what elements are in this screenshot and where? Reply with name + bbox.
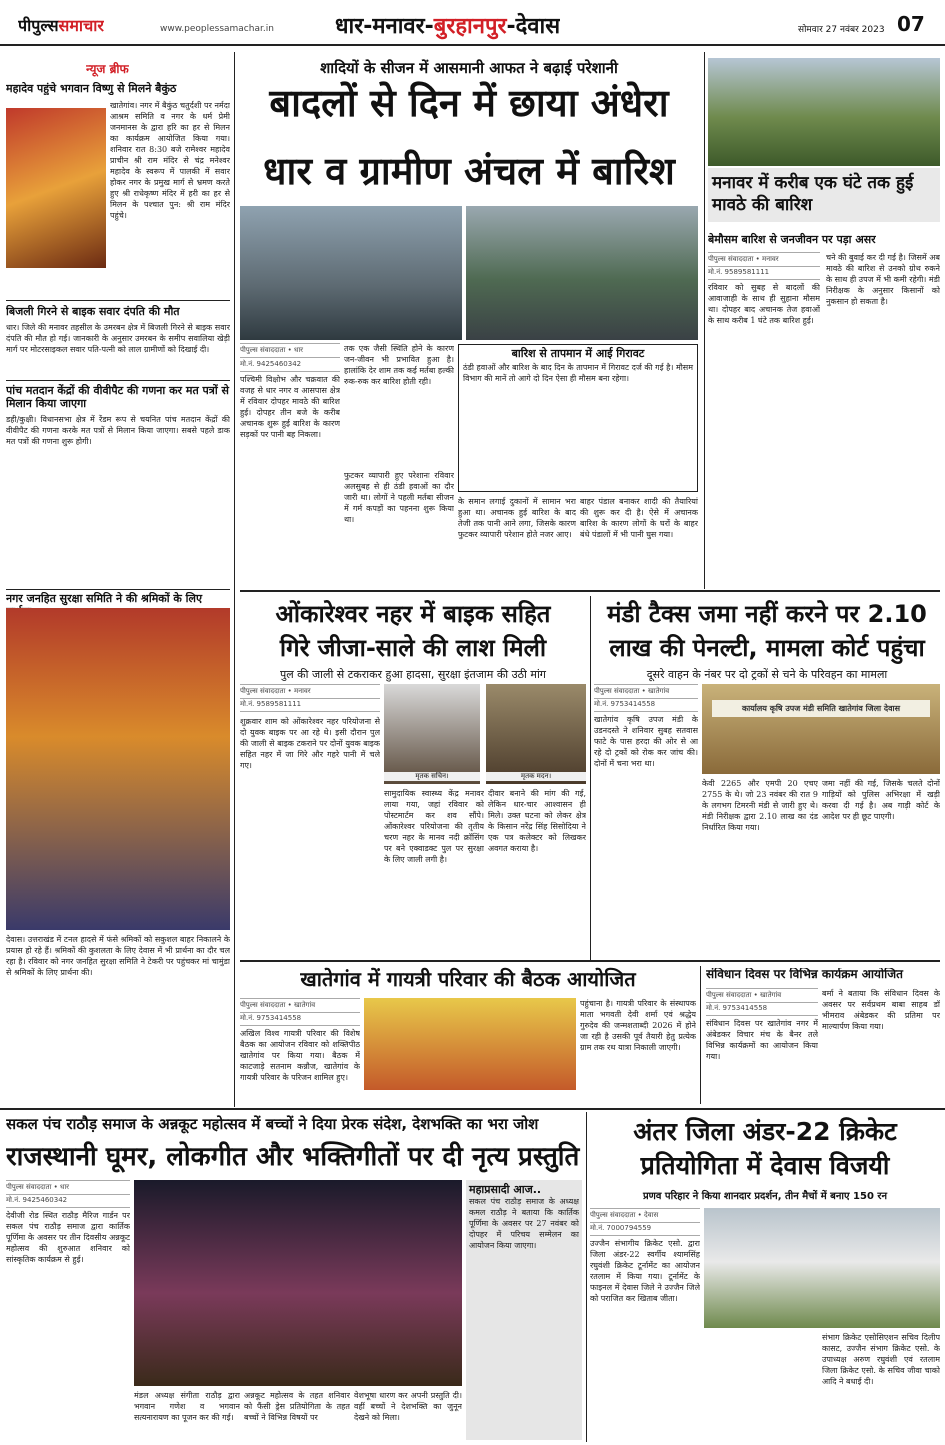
gayatri-body-a: अखिल विश्व गायत्री परिवार की विशेष बैठक का आयोजन रविवार को शक्तिपीठ खातेगांव पर किया गया। बैठक में काटजाडे़ सतनाम कन्नौज, खातेगांव के गायत्री परिवार के परिजन शामिल हुए।: [240, 1029, 360, 1082]
gayatri-headline: खातेगांव में गायत्री परिवार की बैठक आयोजित: [300, 967, 636, 991]
lead-body-e: बाहर पंडाल बनाकर शादी की तैयारियां की शुरू कर दी है। ऐसे में अचानक बारिश के कारण लोगों के घरों के बाहर बंधे पंडालों में भी पानी घुस गया।: [580, 497, 698, 539]
rainy-square-photo: [240, 206, 462, 340]
cricket-byline: पीपुल्स संवाददाता • देवास: [590, 1208, 700, 1223]
constitution-body-b: बर्मा ने बताया कि संविधान दिवस के अवसर पर सर्वप्रथम बाबा साहब डॉ भीमराव अंबेडकर की प्रतिमा पर माल्यार्पण किया गया।: [822, 989, 940, 1031]
lead-kicker: शादियों के सीजन में आसमानी आफत ने बढ़ाई परेशानी: [320, 59, 618, 77]
rathore-headline: राजस्थानी घूमर, लोकगीत और भक्तिगीतों पर दी नृत्य प्रस्तुति: [6, 1142, 580, 1172]
mandi-headline-2: लाख की पेनल्टी, मामला कोर्ट पहुंचा: [609, 634, 925, 662]
lead-body-c: फुटकर व्यापारी हुए परेशानः रविवार अलसुबह से ही ठंडी हवाओं का दौर जारी था। लोगों ने पहली मर्तबा सीजन में गर्म कपड़ों का पहनना शुरू किया था।: [344, 471, 454, 524]
divider: [6, 380, 230, 381]
rainy-road-photo: [466, 206, 698, 340]
victim-caption-1: मृतक सचिन।: [384, 772, 480, 781]
temperature-box: [458, 344, 698, 492]
cricket-mobile: मो.नं. 7000794559: [590, 1222, 700, 1236]
mahaprasadi-box: [466, 1180, 582, 1440]
right-top-headline: मनावर में करीब एक घंटे तक हुई मावठे की बारिश: [708, 168, 940, 222]
cricket-body-b: संभाग क्रिकेट एसोसिएशन सचिव दिलीप कासट, उज्जैन संभाग क्रिकेट एसो. के उपाध्यक्ष अरुण रघुवंशी एवं रतलाम जिला क्रिकेट एसो. के सचिव जीवा चाको आदि ने बधाई दी।: [822, 1333, 940, 1386]
right-top-mobile: मो.नं. 9589581111: [708, 266, 820, 280]
omkar-mobile: मो.नं. 9589581111: [240, 698, 380, 712]
brief-body-3: डही/कुक्षी। विधानसभा क्षेत्र में रेंडम रूप से चयनित पांच मतदान केंद्रों की वीवीपैट की गणना करके मत पत्रों से मिलान किया जाएगा। सबसे पहले डाक मत पत्रों की गणना शुरू होगी।: [6, 415, 230, 446]
mandi-office-photo: [702, 684, 940, 774]
constitution-mobile: मो.नं. 9753414558: [706, 1002, 818, 1016]
mahaprasadi-title: महाप्रसादी आज..: [469, 1183, 542, 1196]
lead-mobile: मो.नं. 9425460342: [240, 358, 340, 372]
lead-byline: पीपुल्स संवाददाता • धार: [240, 343, 340, 358]
mandi-body-b: केवी 2265 और एमपी 20 एचए 2755 के थे। जो 23 नवंबर की रात 9 के लगभग टिमरनी मंडी से जारी हुए थे। मंडी निरीक्षक द्वारा 2.10 लाख का दंड निर्धारित किया गया।: [702, 779, 818, 832]
divider: [6, 589, 230, 590]
victim-photo-1: [384, 684, 480, 784]
mahaprasadi-body: सकल पंच राठौड़ समाज के अध्यक्ष कमल राठौड़ ने बताया कि कार्तिक पूर्णिमा के अवसर पर 27 नवंबर को दोपहर में परिचय सम्मेलन का आयोजन किया जाएगा।: [469, 1197, 579, 1250]
lead-body-b: तक एक जैसी स्थिति होने के कारण जन-जीवन भी प्रभावित हुआ है। हालांकि देर शाम तक कई मर्तबा हल्की रुक-रुक कर बारिश होती रही।: [344, 344, 454, 386]
temperature-box-body: ठंडी हवाओं और बारिश के बाद दिन के तापमान में गिरावट दर्ज की गई है। मौसम विभाग की मानें तो आगे दो दिन ऐसा ही मौसम बना रहेगा।: [463, 363, 693, 383]
brief-body-2: धार। जिले की मनावर तहसील के उमरबन क्षेत्र में बिजली गिरने से बाइक सवार दंपति की मौत हो गई। जानकारी के अनुसार उमरबन के समीप सवालिया खेड़ी मार्ग पर मोटरसाइकल सवार पति-पत्नी को लाल ग्रामीणों को दिखाई दी।: [6, 323, 230, 354]
cricket-body-a: उज्जैन संभागीय क्रिकेट एसो. द्वारा जिला अंडर-22 स्वर्गीय श्यामसिंह रघुवंशी क्रिकेट टूर्नामेंट का आयोजन रतलाम में किया गया। टूर्नामेंट के फाइनल में देवास जिले ने उज्जैन जिले को पराजित कर खिताब जीता।: [590, 1239, 700, 1303]
cricket-sub: प्रणव परिहार ने किया शानदार प्रदर्शन, तीन मैचों में बनाए 150 रन: [642, 1191, 888, 1202]
lead-body-a: पश्चिमी विक्षोभ और चक्रवात की वजह से धार नगर व आसपास क्षेत्र में रविवार दोपहर मावठे की बारिश हुई। दोपहर तीन बजे के करीब अचानक शुरू हुई बारिश के कारण सड़कों पर पानी बह निकला।: [240, 375, 340, 439]
rathore-body-d: वेशभूषा धारण कर अपनी प्रस्तुति दी। वहीं बच्चों ने देशभक्ति का जुनून देखने को मिला।: [354, 1391, 462, 1422]
section-title: धार-मनावर-बुरहानपुर-देवास: [335, 14, 561, 39]
page-number: 07: [897, 12, 925, 36]
gayatri-mobile: मो.नं. 9753414558: [240, 1012, 360, 1026]
column-divider: [704, 52, 705, 589]
brief-body-4: देवास। उत्तराखंड में टनल हादसे में फंसे श्रमिकों को सकुशल बाहर निकालने के प्रयास हो रहे हैं। श्रमिकों की कुशलता के लिए देवास में भी प्रार्थना का दौर चल रहा है। रविवार को नगर जनहित सुरक्षा समिति ने टेकरी पर पहुंचकर मां चामुंडा से श्रमिकों के लिए प्रार्थना की।: [6, 935, 230, 977]
masthead: [0, 0, 945, 46]
mandi-sub: दूसरे वाहन के नंबर पर दो ट्रकों से चने के परिवहन का मामला: [646, 668, 888, 681]
news-brief-tag: न्यूज ब्रीफ: [86, 62, 129, 76]
omkar-body-a: शुक्रवार शाम को ओंकारेश्वर नहर परियोजना से दो युवक बाइक पर आ रहे थे। इसी दौरान पुल की जाली से बाइक टकराने पर दोनों युवक बाइक सहित नहर में जा गिरे और गहरे पानी में चले गए।: [240, 717, 380, 770]
cricket-headline-2: प्रतियोगिता में देवास विजयी: [640, 1151, 890, 1180]
divider: [0, 1108, 945, 1110]
right-top-body-b: चने की बुवाई कर दी गई है। जिसमें अब मावठे की बारिश से उनको ग्रोथ रुकने के साथ ही उपज में भी कमी रहेगी। मंडी निरीक्षक के अनुसार किसानों को नुकसान हो सकता है।: [826, 253, 940, 306]
brief-body-1: खातेगांव। नगर में बैकुंठ चतुर्दशी पर नर्मदा आश्रम समिति व नगर के धर्म प्रेमी जनमानस के द्वारा हरि का हर से मिलन का कार्यक्रम आयोजित किया गया। शनिवार रात 8:30 बजे रामेश्वर महादेव प्राचीन श्री राम मंदिर से चंद्र मनेश्वर महादेव के स्वरूप में पालकी में सवार होकर नगर के प्रमुख मार्ग से भ्रमण करते हुए श्री राधेकृष्ण मंदिर में हरी का हर से मिलन के पश्चात पुन: श्री राम मंदिर पहुंचे।: [110, 101, 230, 220]
lead-body-f: के समान लगाई दुकानों में सामान भरा हुआ था। अचानक हुई बारिश के बाद तेजी तक पानी आने लगा, जिसके कारण फुटकर व्यापारी परेशान होते नजर आए।: [458, 497, 576, 539]
issue-date: सोमवार 27 नवंबर 2023: [798, 25, 885, 35]
omkar-headline-1: ओंकारेश्वर नहर में बाइक सहित: [275, 600, 551, 628]
rathore-body-c: अन्नकूट महोत्सव के तहत शनिवार को फैंसी ड्रेस प्रतियोगिता के तहत बच्चों ने विभिन्न विषयों पर: [244, 1391, 350, 1422]
rathore-byline: पीपुल्स संवाददाता • धार: [6, 1180, 130, 1195]
right-top-body-a: रविवार को सुबह से बादलों की आवाजाही के साथ ही सुहाना मौसम था। दोपहर बाद अचानक तेज हवाओं के साथ करीब 1 घंटे तक बारिश हुई।: [708, 283, 820, 325]
mandi-office-sign: कार्यालय कृषि उपज मंडी समिति खातेगांव जिला देवास: [712, 700, 930, 717]
brief-headline-1: महादेव पहुंचे भगवान विष्णु से मिलने बैकुंठ: [6, 82, 177, 95]
omkar-body-c: दीवार बनाने की मांग की गई, लेकिन धार-चार आश्वासन ही मिले। उक्त घटना को लेकर क्षेत्र के किसान नरेंद्र सिंह सिसोदिया ने एक पत्र कलेक्टर को लिखकर अवगत कराया है।: [488, 789, 586, 853]
column-divider: [700, 966, 701, 1104]
constitution-headline: संविधान दिवस पर विभिन्न कार्यक्रम आयोजित: [706, 968, 903, 981]
column-divider: [590, 596, 591, 960]
column-divider: [586, 1112, 587, 1442]
divider: [240, 960, 940, 962]
lead-headline-2: धार व ग्रामीण अंचल में बारिश: [263, 149, 675, 193]
gayatri-byline: पीपुल्स संवाददाता • खातेगांव: [240, 998, 360, 1013]
omkar-body-b: सामुदायिक स्वास्थ्य केंद्र मनावर लाया गया, जहां रविवार को पोस्टमार्टम कर शव सौंपे। ओंकारेश्वर परियोजना की तृतीय चरण नहर के मानव नदी क्रॉसिंग पर बने एक्वाडक्ट पुल पर सुरक्षा के लिए जाली लगी है।: [384, 789, 484, 864]
temperature-box-title: बारिश से तापमान में आई गिरावट: [511, 347, 645, 360]
victim-caption-2: मृतक मदन।: [486, 772, 586, 781]
mandi-byline: पीपुल्स संवाददाता • खातेगांव: [594, 684, 698, 699]
mandi-headline-1: मंडी टैक्स जमा नहीं करने पर 2.10: [607, 600, 927, 628]
omkar-sub: पुल की जाली से टकराकर हुआ हादसा, सुरक्षा इंतजाम की उठी मांग: [279, 668, 547, 681]
mahadev-photo: [6, 108, 106, 268]
omkar-headline-2: गिरे जीजा-साले की लाश मिली: [279, 634, 547, 662]
omkar-byline: पीपुल्स संवाददाता • मनावर: [240, 684, 380, 699]
victim-photo-2: [486, 684, 586, 784]
column-divider: [234, 52, 235, 1107]
gayatri-body-b: पहुंचाना है। गायत्री परिवार के संस्थापक माता भगवती देवी शर्मा एवं श्रद्धेय गुरुदेव की जन्मशताब्दी 2026 में होने जा रही है उसकी पूर्व तैयारी हेतु प्रत्येक ग्राम तक रथ यात्रा निकाली जाएगी।: [580, 999, 696, 1052]
brief-headline-3: पांच मतदान केंद्रों की वीवीपैट की गणना कर मत पत्रों से मिलान किया जाएगा: [6, 384, 229, 410]
newspaper-logo[interactable]: पीपुल्ससमाचार: [18, 16, 104, 35]
rathore-body-a: देवीजी रोड स्थित राठौड़ मैरिज गार्डन पर सकल पंच राठौड़ समाज द्वारा कार्तिक पूर्णिमा के अवसर पर तीन दिवसीय अन्नकूट महोत्सव की शुरुआत शनिवार को सांस्कृतिक कार्यक्रम से हुई।: [6, 1211, 130, 1264]
mandi-body-a: खातेगांव कृषि उपज मंडी के उडनदस्ते ने शनिवार सुबह सतवास फाटे के पास हरदा की ओर से आ रहे दो ट्रकों को रोक कर जांच की। दोनों में चना भरा था।: [594, 715, 698, 768]
divider: [240, 590, 940, 592]
lead-headline-1: बादलों से दिन में छाया अंधेरा: [269, 81, 669, 125]
rathore-body-b: मंडल अध्यक्ष संगीता राठौड़ द्वारा भगवान गणेश व भगवान सत्यनारायण का पूजन कर की गई।: [134, 1391, 240, 1422]
temple-prayer-photo: [6, 608, 230, 930]
constitution-byline: पीपुल्स संवाददाता • खातेगांव: [706, 988, 818, 1003]
constitution-body-a: संविधान दिवस पर खातेगांव नगर में अंबेडकर विचार मंच के बैनर तले विभिन्न कार्यक्रमों का आयोजन किया गया।: [706, 1019, 818, 1061]
rathore-mobile: मो.नं. 9425460342: [6, 1194, 130, 1208]
brief-headline-2: बिजली गिरने से बाइक सवार दंपति की मौत: [6, 305, 180, 318]
field-photo: [708, 58, 940, 166]
right-top-byline: पीपुल्स संवाददाता • मनावर: [708, 252, 820, 267]
brief-headline-4: नगर जनहित सुरक्षा समिति ने की श्रमिकों के लिए: [6, 592, 203, 605]
gayatri-meeting-photo: [364, 998, 576, 1090]
cricket-headline-1: अंतर जिला अंडर-22 क्रिकेट: [633, 1117, 897, 1146]
rathore-kicker: सकल पंच राठौड़ समाज के अन्नकूट महोत्सव में बच्चों ने दिया प्रेरक संदेश, देशभक्ति का भरा जोश: [6, 1115, 539, 1133]
mandi-body-c: जमा नहीं की गई, जिसके चलते दोनों गाड़ियों को पुलिस अभिरक्षा में खड़ी करवा दी गई है। अब गाड़ी कोर्ट के आदेश पर ही छूट पाएगी।: [822, 779, 940, 821]
mandi-mobile: मो.नं. 9753414558: [594, 698, 698, 712]
cricket-team-photo: [704, 1208, 940, 1328]
website-url[interactable]: www.peoplessamachar.in: [160, 24, 274, 34]
right-top-sub: बेमौसम बारिश से जनजीवन पर पड़ा असर: [708, 233, 876, 246]
divider: [6, 300, 230, 301]
rathore-group-photo: [134, 1180, 462, 1386]
